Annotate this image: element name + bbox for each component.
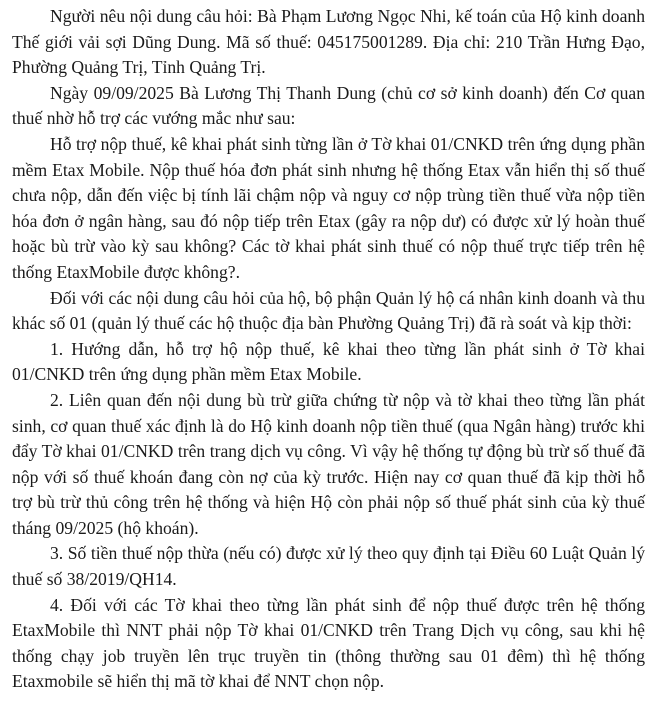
paragraph-visit: Ngày 09/09/2025 Bà Lương Thị Thanh Dung (chủ cơ sở kinh doanh) đến Cơ quan thuế nhờ hỗ trợ các vướng mắc như sau: (12, 82, 645, 129)
paragraph-item-1: 1. Hướng dẫn, hỗ trợ hộ nộp thuế, kê khai theo từng lần phát sinh ở Tờ khai 01/CNKD trên ứng dụng phần mềm Etax Mobile. (12, 338, 645, 385)
paragraph-requester: Người nêu nội dung câu hỏi: Bà Phạm Lương Ngọc Nhi, kế toán của Hộ kinh doanh Thế giới vải sợi Dũng Dung. Mã số thuế: 045175001289. Địa chỉ: 210 Trần Hưng Đạo, Phường Quảng Trị, Tỉnh Quảng Trị. (12, 6, 645, 78)
paragraph-item-3: 3. Số tiền thuế nộp thừa (nếu có) được xử lý theo quy định tại Điều 60 Luật Quản lý thuế số 38/2019/QH14. (12, 543, 645, 590)
paragraph-question: Hỗ trợ nộp thuế, kê khai phát sinh từng lần ở Tờ khai 01/CNKD trên ứng dụng phần mềm Etax Mobile. Nộp thuế hóa đơn phát sinh nhưng hệ thống Etax vẫn hiển thị số thuế chưa nộp, dẫn đến việc bị tính lãi chậm nộp và nguy cơ nộp trùng tiền thuế vừa nộp tiền hóa đơn ở ngân hàng, sau đó nộp tiếp trên Etax (gây ra nộp dư) có được xử lý hoàn thuế hoặc bù trừ vào kỳ sau không? Các tờ khai phát sinh thuế có nộp thuế trực tiếp trên hệ thống EtaxMobile được không?. (12, 133, 645, 282)
paragraph-response-intro: Đối với các nội dung câu hỏi của hộ, bộ phận Quản lý hộ cá nhân kinh doanh và thu khác số 01 (quản lý thuế các hộ thuộc địa bàn Phường Quảng Trị) đã rà soát và kịp thời: (12, 287, 645, 334)
paragraph-item-4: 4. Đối với các Tờ khai theo từng lần phát sinh để nộp thuế được trên hệ thống EtaxMobile thì NNT phải nộp Tờ khai 01/CNKD trên Trang Dịch vụ công, sau khi hệ thống chạy job truyền lên trục truyền tin (thông thường sau 01 đêm) thì hệ thống Etaxmobile sẽ hiển thị mã tờ khai để NNT chọn nộp. (12, 594, 645, 692)
paragraph-item-2: 2. Liên quan đến nội dung bù trừ giữa chứng từ nộp và tờ khai theo từng lần phát sinh, cơ quan thuế xác định là do Hộ kinh doanh nộp tiền thuế (qua Ngân hàng) trước khi đẩy Tờ khai 01/CNKD trên trang dịch vụ công. Vì vậy hệ thống tự động bù trừ số thuế đã nộp với số thuế khoán đang còn nợ của kỳ trước. Hiện nay cơ quan thuế đã kịp thời hỗ trợ bù trừ thủ công trên hệ thống và hiện Hộ còn phải nộp số thuế phát sinh của kỳ thuế tháng 09/2025 (hộ khoán). (12, 389, 645, 538)
